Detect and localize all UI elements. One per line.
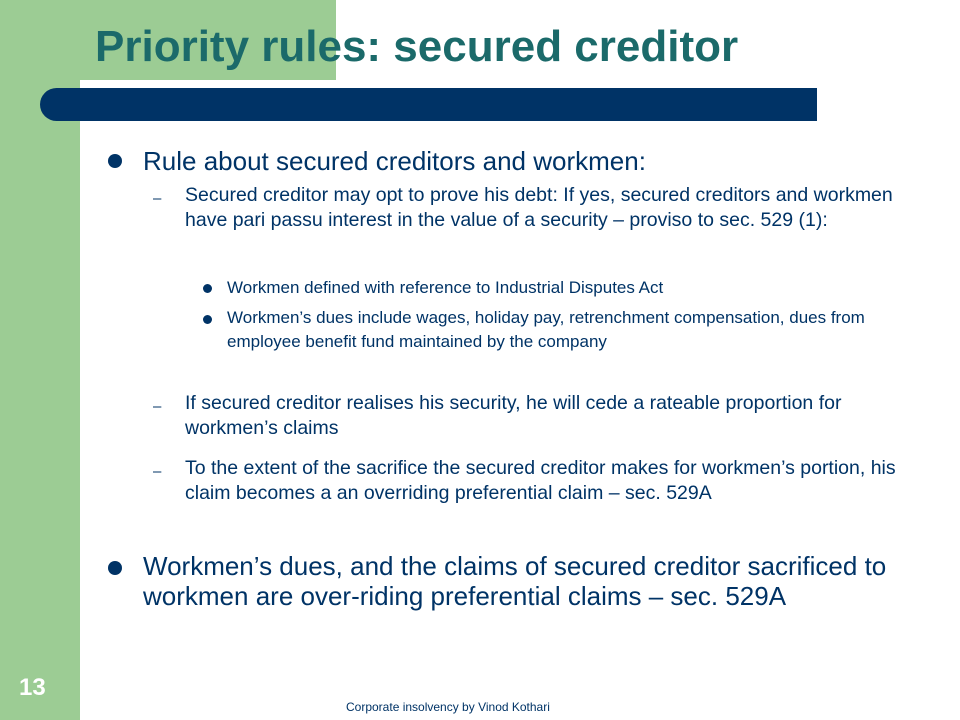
bullet-dot — [108, 154, 122, 168]
bullet-2: Workmen’s dues, and the claims of secured creditor sacrificed to workmen are over-riding preferential claims – sec. 529A — [143, 551, 887, 611]
dash-marker: – — [153, 463, 162, 480]
page-number: 13 — [19, 674, 46, 701]
footer-text: Corporate insolvency by Vinod Kothari — [346, 700, 550, 714]
bullet-dot — [203, 284, 212, 293]
sub-item-3: To the extent of the sacrifice the secured creditor makes for workmen’s portion, his claim becomes a an overriding preferential claim – sec. 529A — [185, 457, 896, 504]
bullet-dot — [108, 561, 122, 575]
subsub-item-2: Workmen’s dues include wages, holiday pay, retrenchment compensation, dues from employee benefit fund maintained by the company — [227, 308, 865, 351]
sub-item-1: Secured creditor may opt to prove his debt: If yes, secured creditors and workmen have pari passu interest in the value of a security – proviso to sec. 529 (1): — [185, 184, 893, 231]
bullet-dot — [203, 315, 212, 324]
dash-marker: – — [153, 190, 162, 207]
bullet-1: Rule about secured creditors and workmen: — [143, 146, 646, 176]
sub-item-2: If secured creditor realises his security, he will cede a rateable proportion for workmen’s claims — [185, 392, 842, 439]
dash-marker: – — [153, 398, 162, 415]
slide-title: Priority rules: secured creditor — [95, 22, 739, 71]
subsub-item-1: Workmen defined with reference to Industrial Disputes Act — [227, 278, 664, 297]
